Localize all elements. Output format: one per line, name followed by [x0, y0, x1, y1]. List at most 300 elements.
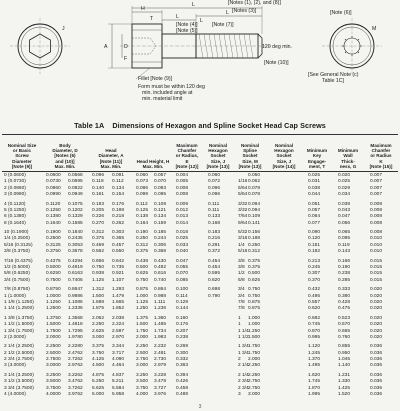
table-cell: 5.250 [92, 379, 105, 385]
table-cell: 4.0000 [46, 391, 61, 397]
table-cell: 1.125 [92, 277, 105, 283]
table-cell: 3.375 [92, 344, 105, 350]
table-cell: 2 1/4 (2.2500) [4, 344, 34, 350]
table-cell: 0.143 [338, 249, 351, 255]
table-cell: 0.790 [208, 293, 221, 299]
table-cell: 0.109 [248, 214, 261, 220]
table-cell: 0.218 [112, 214, 125, 220]
table-cell: 0.750 [248, 287, 261, 293]
table-cell: 0.3053 [68, 242, 83, 248]
table-cell: 0.198 [112, 207, 125, 213]
table-cell: 4 (0.1120) [4, 201, 26, 207]
table-cell: 0.125 [136, 207, 149, 213]
table-cell: 1.370 [308, 357, 321, 363]
table-cell: 0.090 [308, 230, 321, 236]
table-cell: 0.083 [154, 185, 167, 191]
table-cell: 0.0860 [46, 185, 61, 191]
table-row [2, 306, 398, 312]
table-cell: 5/8 [238, 277, 245, 283]
table-cell: 2.000 [248, 357, 261, 363]
table-cell: 0.078 [248, 192, 261, 198]
table-cell: 0.078 [248, 185, 261, 191]
header-cell: Minimum Key Engage- ment, T [306, 148, 328, 169]
note-1: [Notes (1), (2), and (8)] [228, 0, 281, 6]
table-cell: 3/32 [238, 201, 248, 207]
table-cell: 0.750 [92, 265, 105, 271]
table-cell: 0.047 [338, 214, 351, 220]
table-cell: 0.285 [338, 277, 351, 283]
table-cell: 0.007 [370, 173, 383, 178]
row-group [2, 173, 398, 198]
table-cell: 7/64 [238, 214, 248, 220]
table-cell: 7/8 [238, 299, 245, 305]
table-cell: 0.1900 [46, 230, 61, 236]
label-lg: L [176, 14, 179, 20]
table-cell: 0.595 [208, 271, 221, 277]
table-cell: 0.141 [248, 220, 261, 226]
note-4: [Note (4)] [176, 22, 198, 28]
table-cell: 3 3/4 (3.7500) [4, 385, 34, 391]
table-cell: 3/4 (0.7500) [4, 277, 30, 283]
table-cell: 0.025 [176, 236, 189, 242]
table-cell: 3/4 [238, 287, 245, 293]
table-cell: 7/8 [238, 306, 245, 312]
table-cell: 1.125 [136, 299, 149, 305]
table-cell: 1.500 [92, 293, 105, 299]
table-cell: 0.244 [154, 236, 167, 242]
table-cell: 0.0990 [46, 192, 61, 198]
label-l: L [192, 2, 195, 8]
table-cell: 0.010 [370, 242, 383, 248]
table-cell: 0.168 [208, 220, 221, 226]
label-d: D [124, 44, 128, 50]
table-cell: 0.372 [208, 249, 221, 255]
table-cell: 0.312 [136, 242, 149, 248]
table-cell: 3.9762 [68, 391, 83, 397]
table-cell: 0.9886 [68, 293, 83, 299]
table-cell: 3 (3.0000) [4, 363, 26, 369]
label-lb: L [200, 18, 203, 24]
table-cell: 0.161 [92, 192, 105, 198]
table-cell: 5.211 [112, 379, 124, 385]
table-cell: 2.250 [92, 322, 105, 328]
table-cell: 0.010 [370, 249, 383, 255]
table-row [2, 192, 398, 198]
table-cell: 0.312 [92, 230, 105, 236]
row-group [2, 230, 398, 255]
table-cell: 0.007 [370, 192, 383, 198]
table-cell: 0.096 [208, 185, 221, 191]
table-cell: 2.500 [136, 350, 149, 356]
table-cell: 0.190 [136, 230, 149, 236]
table-row [2, 249, 398, 255]
table-cell: 6 (0.1380) [4, 214, 26, 220]
table-cell: 2.062 [92, 315, 105, 321]
table-cell: 2.2280 [68, 344, 83, 350]
table-cell: 0.875 [248, 299, 261, 305]
table-cell: 0.072 [208, 179, 221, 185]
table-cell: 1 3/8 (1.3750) [4, 315, 34, 321]
table-cell: 0.176 [176, 322, 189, 328]
table-cell: 0.008 [370, 207, 383, 213]
table-cell: 0.008 [370, 214, 383, 220]
table-cell: 1.293 [112, 287, 125, 293]
table-cell: 0.495 [308, 293, 321, 299]
table-cell: 2.232 [154, 344, 167, 350]
table-cell: 0.368 [154, 249, 167, 255]
header-cell: Nominal Hexagon Socket Size, J [Note (14)] [272, 142, 296, 169]
table-cell: 0.108 [154, 201, 167, 207]
table-cell: 0.050 [248, 173, 261, 178]
header-cell: Head Height, H Max. Min. [136, 158, 170, 169]
table-cell: 3/32 [238, 207, 248, 213]
table-cell: 0.112 [112, 179, 124, 185]
table-cell: 0.950 [338, 350, 351, 356]
table-cell: 3.000 [248, 391, 261, 397]
table-cell: 3.2500 [46, 372, 61, 378]
table-cell: 0.036 [370, 350, 383, 356]
table-cell: 0.151 [308, 242, 321, 248]
table-cell: 1/2 [238, 271, 245, 277]
table-cell: 0.438 [136, 258, 149, 264]
table-cell: 0.682 [308, 315, 321, 321]
table-cell: 0.300 [176, 350, 189, 356]
row-group [2, 202, 398, 227]
table-cell: 0.095 [154, 192, 167, 198]
table-cell: 0.095 [338, 236, 351, 242]
table-cell: 0.114 [176, 293, 188, 299]
table-cell: 3.000 [92, 334, 105, 340]
table-cell: 1.000 [248, 322, 261, 328]
table-cell: 0.012 [176, 207, 189, 213]
table-cell: 10 (0.1900) [4, 230, 29, 236]
table-cell: 0.8750 [46, 287, 61, 293]
table-cell: 4.090 [112, 357, 125, 363]
table-cell: 4.125 [92, 357, 105, 363]
table-cell: 2.9762 [68, 363, 83, 369]
table-row [2, 363, 398, 369]
table-cell: 1.750 [248, 350, 261, 356]
table-cell: 1.665 [112, 299, 125, 305]
row-group [2, 316, 398, 341]
table-cell: 0.008 [370, 230, 383, 236]
table-cell: 3.228 [154, 372, 167, 378]
table-cell: 0.008 [176, 192, 189, 198]
table-cell: 2 1/2 (2.5000) [4, 350, 34, 356]
table-cell: 0.745 [308, 322, 321, 328]
table-cell: 0.094 [248, 207, 261, 213]
table-cell: 3 [238, 391, 241, 397]
table-cell: 0.164 [136, 220, 149, 226]
table-cell: 3.4762 [68, 379, 83, 385]
table-cell: 2 3/4 (2.7500) [4, 357, 34, 363]
table-cell: 0.183 [208, 230, 221, 236]
table-cell: 1.688 [92, 299, 105, 305]
table-cell: 0.1329 [68, 214, 83, 220]
table-cell: 0.156 [248, 230, 261, 236]
table-cell: 1.120 [308, 344, 321, 350]
table-cell: 0.938 [92, 271, 105, 277]
table-cell: 0.025 [308, 173, 321, 178]
table-cell: 0.370 [308, 277, 321, 283]
table-cell: 5.584 [112, 385, 125, 391]
table-cell: 2 1/4 [238, 372, 249, 378]
table-cell: 0.7500 [46, 277, 61, 283]
table-cell: 3/8 [238, 265, 245, 271]
table-row [2, 278, 398, 284]
table-cell: 0.238 [176, 334, 189, 340]
table-cell: 0.020 [370, 334, 383, 340]
table-cell: 3/8 [238, 258, 245, 264]
table-cell: 0.870 [308, 328, 321, 334]
table-cell: 1.140 [338, 363, 351, 369]
table-cell: 0.6250 [46, 271, 61, 277]
table-cell: 3.976 [154, 391, 167, 397]
table-cell: 0.0730 [46, 179, 61, 185]
table-cell: 3.250 [136, 372, 149, 378]
table-cell: 5/64 [238, 185, 248, 191]
table-cell: 1.875 [92, 306, 105, 312]
label-h: H [141, 6, 145, 12]
fillet-note: Fillet [Note (9)] [138, 76, 173, 82]
table-cell: 0.207 [176, 328, 189, 334]
table-cell: 3.750 [136, 385, 149, 391]
table-cell: 3/16 [238, 236, 248, 242]
table-cell: 0.394 [176, 372, 189, 378]
table-cell: 0.7406 [68, 277, 83, 283]
table-cell: 0.1075 [68, 201, 83, 207]
table-cell: 1.485 [154, 322, 167, 328]
table-cell: 0.056 [338, 220, 351, 226]
table-cell: 0.020 [370, 315, 383, 321]
table-cell: 2.625 [92, 328, 105, 334]
table-cell: 1.745 [308, 379, 321, 385]
table-cell: 3.000 [136, 363, 149, 369]
table-cell: 0.1640 [46, 220, 61, 226]
table-cell: 0.760 [338, 334, 351, 340]
table-cell: 2 (2.0000) [4, 334, 26, 340]
table-cell: 0.475 [338, 306, 351, 312]
table-cell: 2.038 [112, 315, 125, 321]
table-cell: 0.238 [338, 271, 351, 277]
table-cell: 2.2500 [46, 344, 61, 350]
table-cell: 3.478 [154, 379, 167, 385]
table-cell: 0.365 [112, 236, 125, 242]
table-cell: 1.000 [248, 315, 261, 321]
table-cell: 3.717 [112, 350, 125, 356]
table-cell: 0.062 [248, 179, 261, 185]
table-cell: 9/64 [238, 220, 248, 226]
table-cell: 0.656 [92, 258, 105, 264]
page-number: 3 [198, 404, 202, 410]
table-cell: 0.144 [176, 306, 189, 312]
table-cell: 1 1/2 (1.5000) [4, 322, 34, 328]
table-cell: 0.921 [112, 271, 125, 277]
table-cell: 0.086 [136, 185, 149, 191]
table-cell: 1.250 [248, 328, 261, 334]
table-cell: 3.344 [112, 344, 125, 350]
table-cell: 2.979 [154, 363, 167, 369]
table-cell: 0.120 [308, 236, 321, 242]
table-cell: 0.036 [370, 372, 383, 378]
table-cell: 0.064 [308, 214, 321, 220]
table-cell: 0.270 [92, 220, 105, 226]
table-cell: 0.332 [176, 357, 189, 363]
table-cell: 0.015 [370, 258, 383, 264]
table-cell: 0.036 [370, 363, 383, 369]
table-cell: 3.0000 [46, 363, 61, 369]
table-cell: 0.665 [338, 328, 351, 334]
table-cell: 1 (1.0000) [4, 293, 26, 299]
table-cell: 1 3/4 (1.7500) [4, 328, 34, 334]
table-cell: 0.303 [112, 230, 125, 236]
header-cell: Nominal Size or Basic Screw Diameter [Note (9)] [7, 142, 37, 169]
table-cell: 0.1120 [46, 201, 61, 207]
table-cell: 0.038 [308, 185, 321, 191]
table-cell: 0.3125 [46, 242, 61, 248]
table-cell: 0.333 [338, 287, 351, 293]
table-cell: 0.060 [208, 173, 221, 178]
table-number: Table 1A [74, 121, 105, 130]
table-cell: 1/16 [238, 179, 248, 185]
table-cell: 0.010 [370, 236, 383, 242]
label-lt: L [226, 10, 229, 16]
table-cell: 0.033 [176, 242, 189, 248]
table-cell: 3.7500 [46, 385, 61, 391]
table-cell: 0.380 [338, 293, 351, 299]
table-cell: 0.008 [176, 185, 189, 191]
label-j: J [62, 26, 65, 32]
row-group [2, 287, 398, 312]
table-cell: 2.597 [112, 328, 125, 334]
table-cell: 0.160 [176, 315, 189, 321]
table-cell: 0.428 [338, 299, 351, 305]
table-cell: 1.245 [308, 350, 321, 356]
table-cell: 0.020 [370, 299, 383, 305]
table-cell: 0.307 [308, 271, 321, 277]
table-cell: 2.7500 [46, 357, 61, 363]
table-cell: 5/32 [238, 230, 248, 236]
table-cell: 2.0000 [46, 334, 61, 340]
table-cell: 2.730 [154, 357, 167, 363]
table-cell: 5/64 [238, 192, 248, 198]
label-m: M [372, 26, 377, 32]
table-cell: 1 [238, 322, 241, 328]
table-cell: 0.1202 [68, 207, 83, 213]
table-cell: 1 3/4 [238, 344, 249, 350]
table-cell: 0.363 [176, 363, 189, 369]
table-cell: 3 (0.0990) [4, 192, 26, 198]
table-cell: 0.698 [208, 287, 221, 293]
table-cell: 0.014 [176, 220, 189, 226]
table-cell: 0.060 [136, 173, 149, 178]
table-cell: 0.457 [112, 242, 125, 248]
table-cell: 0.4919 [68, 265, 83, 271]
table-cell: 0.008 [370, 201, 383, 207]
table-cell: 0.159 [154, 220, 167, 226]
table-cell: 0.005 [176, 179, 189, 185]
table-cell: 0.735 [112, 265, 125, 271]
table-cell: 0.375 [92, 236, 105, 242]
table-cell: 1.360 [154, 315, 167, 321]
table-cell: 4.875 [92, 372, 105, 378]
table-cell: 3/4 [238, 293, 245, 299]
table-cell: 0.073 [136, 179, 149, 185]
table-cell: 0.216 [208, 236, 221, 242]
table-cell: 0.188 [248, 236, 261, 242]
see-note-1: [See General Note (c) [308, 72, 359, 78]
table-cell: 0.040 [176, 249, 189, 255]
table-cell: 2.250 [248, 372, 261, 378]
table-cell: 1.852 [112, 306, 125, 312]
note-5: [Note (5)] [176, 28, 198, 34]
table-cell: 2.481 [154, 350, 167, 356]
table-cell: 3 1/4 (3.2500) [4, 372, 34, 378]
table-cell: 2.750 [248, 379, 261, 385]
table-cell: 0.642 [112, 258, 125, 264]
table-cell: 1.375 [136, 315, 149, 321]
table-cell: 0.3678 [68, 249, 83, 255]
table-cell: 0.099 [136, 192, 149, 198]
table-cell: 0.065 [338, 230, 351, 236]
table-title [0, 121, 400, 130]
table-cell: 0.995 [308, 334, 321, 340]
table-cell: 1.3568 [68, 315, 83, 321]
table-cell: 0.0949 [68, 192, 83, 198]
table-cell: 0.111 [208, 201, 220, 207]
table-cell: 0.036 [370, 391, 383, 397]
table-cell: 0.458 [176, 385, 189, 391]
table-cell: 4.500 [92, 363, 105, 369]
table-cell: 2 1/4 [238, 363, 249, 369]
table-cell: 0.129 [176, 299, 189, 305]
table-cell: 0.864 [154, 287, 167, 293]
table-cell: 0.4294 [68, 258, 83, 264]
table-cell: 7/16 (0.4375) [4, 258, 33, 264]
table-cell: 2.250 [248, 363, 261, 369]
table-cell: 0.015 [370, 265, 383, 271]
angle-label: 120 deg min. [262, 44, 292, 50]
table-cell: 0.185 [154, 230, 167, 236]
table-cell: 0.020 [370, 322, 383, 328]
table-cell: 1 3/4 [238, 350, 249, 356]
table-cell: 0.557 [308, 299, 321, 305]
table-cell: 0.091 [112, 173, 125, 178]
table-cell: 0.096 [92, 173, 105, 178]
table-cell: 0.100 [176, 287, 189, 293]
table-cell: 1.479 [112, 293, 125, 299]
table-cell: 0.8647 [68, 287, 83, 293]
table-cell: 0.625 [248, 277, 261, 283]
table-cell: 0.375 [248, 265, 261, 271]
table-cell: 0.176 [112, 201, 125, 207]
table-cell: 2 3/4 [238, 385, 249, 391]
row-group [2, 373, 398, 398]
table-cell: 2.4762 [68, 350, 83, 356]
table-cell: 0.020 [338, 173, 351, 178]
table-cell: 0.262 [112, 220, 125, 226]
spline-socket-end-view [308, 10, 382, 84]
table-cell: 0.250 [136, 236, 149, 242]
table-cell: 0.020 [370, 328, 383, 334]
table-cell: 0.070 [154, 179, 167, 185]
table-cell: 0.562 [92, 249, 105, 255]
table-cell: 0.375 [136, 249, 149, 255]
table-cell: 0.009 [176, 201, 189, 207]
table-row [2, 335, 398, 341]
table-cell: 1/2 (0.5000) [4, 265, 30, 271]
table-cell: 0.036 [370, 379, 383, 385]
